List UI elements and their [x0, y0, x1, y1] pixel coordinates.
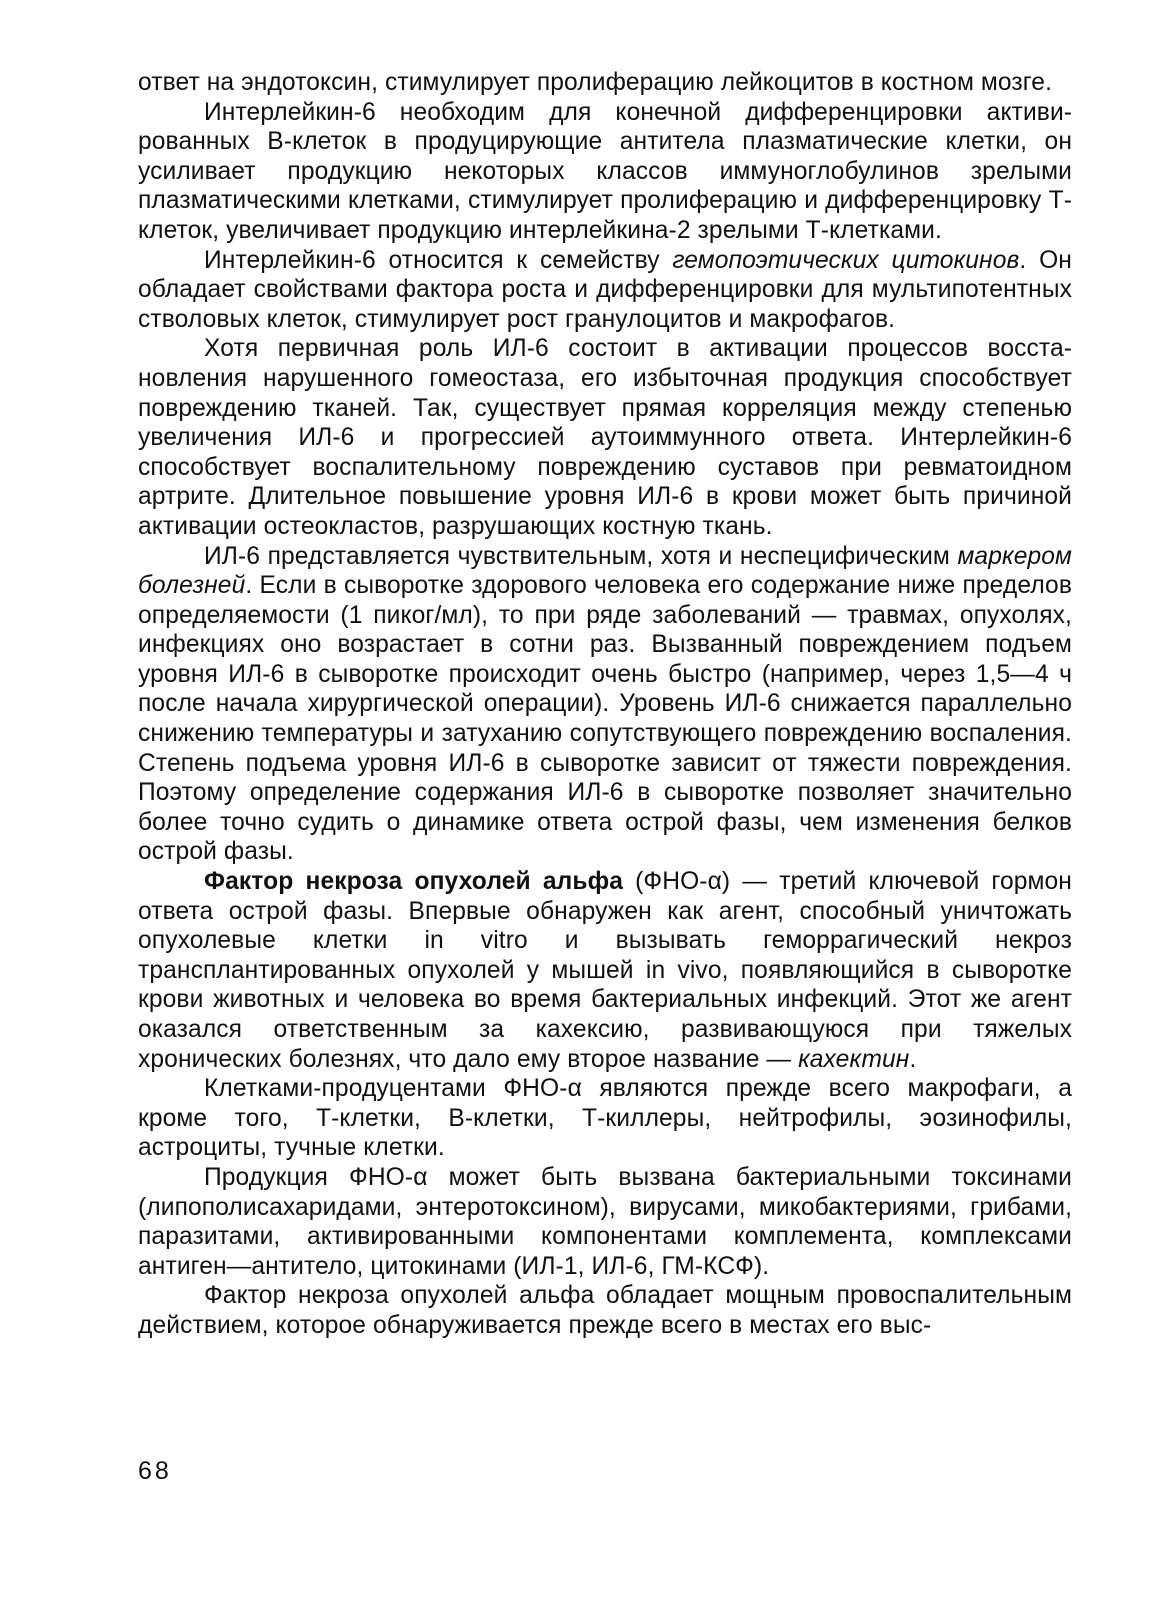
paragraph-7: [138, 1074, 1072, 1163]
body-text: [138, 68, 1072, 1341]
paragraph-9: [138, 1281, 1072, 1340]
paragraph-5-text-a: ИЛ-6 представляется чувствительным, хотя и неспецифическим: [204, 542, 958, 570]
paragraph-6: [138, 867, 1072, 1074]
paragraph-6-text-b: .: [909, 1045, 917, 1073]
page-number: 68: [138, 1457, 172, 1485]
paragraph-2: [138, 98, 1072, 246]
paragraph-6-bold-heading: Фактор некроза опухолей альфа: [204, 868, 623, 896]
paragraph-8-text: Продукция ФНО-α может быть вызвана бактериальными токсинами (липополисахаридами, энтеротоксином), вирусами, микобактериями, грибами, паразитами, активированными компонентами комплемента, комплексами антиген—антитело, цитокинами (ИЛ-1, ИЛ-6, ГМ-КСФ).: [138, 1163, 1072, 1280]
paragraph-6-text-a: (ФНО-α) — третий ключевой гормон ответа острой фазы. Впервые обнаружен как агент, способный уничтожать опухолевые клетки in vitro и вызывать геморрагический некроз трансплантированных опухолей у мышей in vivo, появляющийся в сыворотке крови животных и человека во время бактериальных инфекций. Этот же агент оказался ответственным за кахексию, развивающуюся при тяжелых хронических болезнях, что дало ему второе название —: [138, 868, 1072, 1073]
paragraph-3: [138, 246, 1072, 335]
paragraph-6-italic-term: кахектин: [798, 1045, 910, 1073]
paragraph-3-italic-term: гемопоэтических цитокинов: [672, 246, 1020, 274]
paragraph-3-text-b: . Он обладает свойствами фактора роста и дифференцировки для мультипотентных стволовых клеток, стимулирует рост гранулоцитов и макрофагов.: [138, 246, 1072, 333]
paragraph-3-text-a: Интерлейкин-6 относится к семейству: [204, 246, 673, 274]
paragraph-2-text: Интерлейкин-6 необходим для конечной дифференцировки активированных В-клеток в продуцирующие антитела плазматические клетки, он усиливает продукцию некоторых классов иммуноглобулинов зрелыми плазматическими клетками, стимулирует пролиферацию и дифференцировку Т-клеток, увеличивает продукцию интерлейкина-2 зрелыми Т-клетками.: [138, 98, 1072, 244]
paragraph-8: [138, 1163, 1072, 1281]
paragraph-4-text: Хотя первичная роль ИЛ-6 состоит в активации процессов восстановления нарушенного гомеостаза, его избыточная продукция способствует повреждению тканей. Так, существует прямая корреляция между степенью увеличения ИЛ-6 и прогрессией аутоиммунного ответа. Интерлейкин-6 способствует воспалительному повреждению суставов при ревматоидном артрите. Длительное повышение уровня ИЛ-6 в крови может быть причиной активации остеокластов, разрушающих костную ткань.: [138, 335, 1072, 540]
paragraph-7-text: Клетками-продуцентами ФНО-α являются прежде всего макрофаги, а кроме того, Т-клетки, В-клетки, Т-киллеры, нейтрофилы, эозинофилы, астроциты, тучные клетки.: [138, 1075, 1072, 1162]
paragraph-5-italic-term: маркером болезней: [138, 542, 1072, 600]
paragraph-9-text: Фактор некроза опухолей альфа обладает мощным провоспалительным действием, которое обнаруживается прежде всего в местах его выс-: [138, 1282, 1072, 1339]
paragraph-1: [138, 68, 1072, 98]
paragraph-4: [138, 334, 1072, 541]
paragraph-5-text-b: . Если в сыворотке здорового человека его содержание ниже пределов определяемости (1 пиког/мл), то при ряде заболеваний — травмах, опухолях, инфекциях оно возрастает в сотни раз. Вызванный повреждением подъем уровня ИЛ-6 в сыворотке происходит очень быстро (например, через 1,5—4 ч после начала хирургической операции). Уровень ИЛ-6 снижается параллельно снижению температуры и затуханию сопутствующего повреждению воспаления. Степень подъема уровня ИЛ-6 в сыворотке зависит от тяжести повреждения. Поэтому определение содержания ИЛ-6 в сыворотке позволяет значительно более точно судить о динамике ответа острой фазы, чем изменения белков острой фазы.: [138, 572, 1072, 866]
paragraph-5: [138, 542, 1072, 868]
paragraph-1-text: ответ на эндотоксин, стимулирует пролиферацию лейкоцитов в костном мозге.: [138, 69, 1053, 96]
